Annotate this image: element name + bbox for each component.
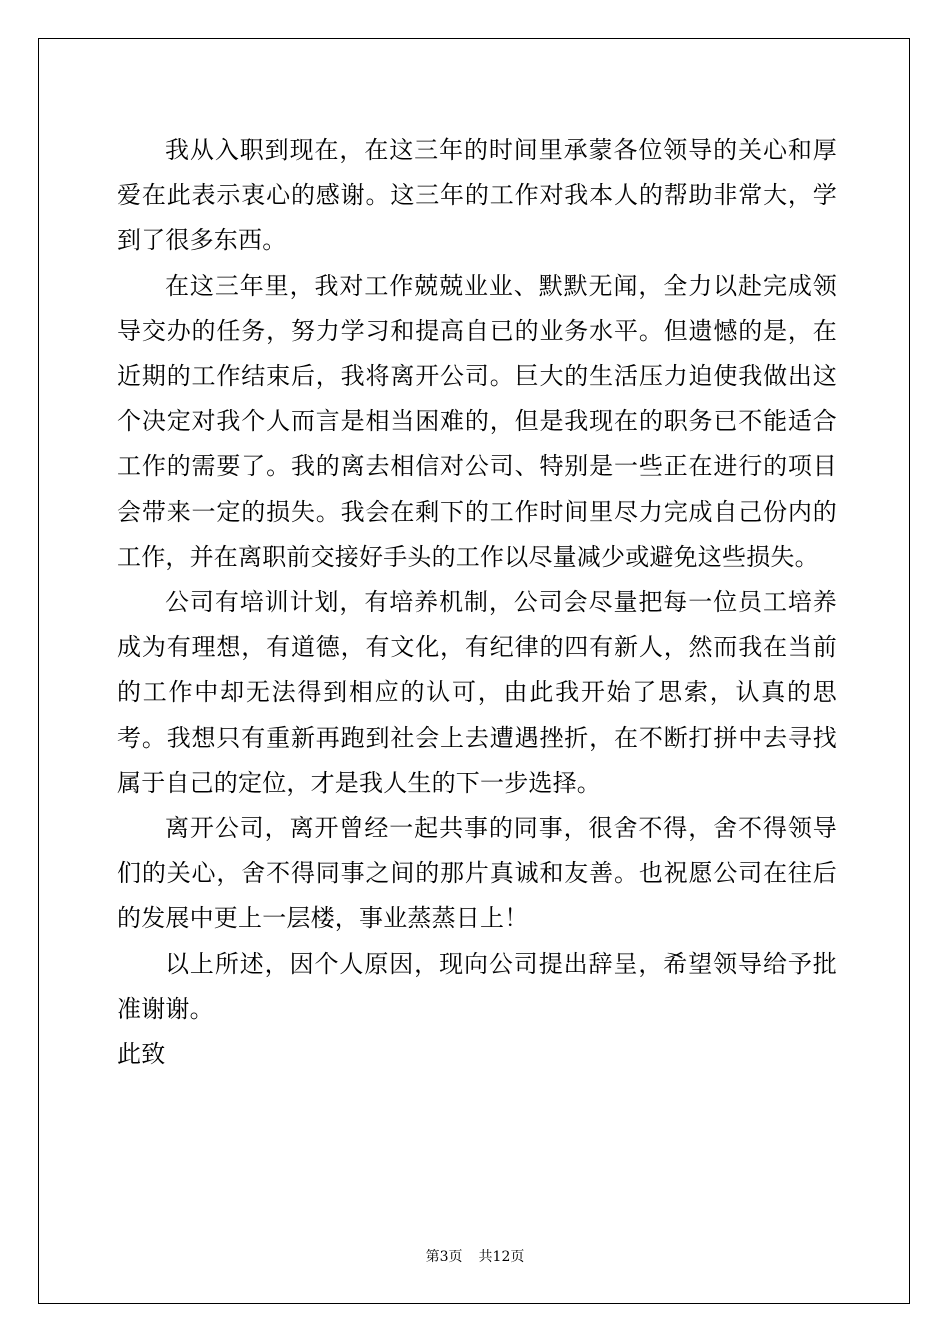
page-footer [0, 1246, 950, 1266]
paragraph-3: 公司有培训计划，有培养机制，公司会尽量把每一位员工培养成为有理想，有道德，有文化，有纪律的四有新人，然而我在当前的工作中却无法得到相应的认可，由此我开始了思索，认真的思考。我想只有重新再跑到社会上去遭遇挫折，在不断打拼中去寻找属于自己的定位，才是我人生的下一步选择。 [117, 588, 837, 797]
page-total: 共12页 [478, 1249, 525, 1265]
paragraph-2: 在这三年里，我对工作兢兢业业、默默无闻，全力以赴完成领导交办的任务，努力学习和提高自已的业务水平。但遗憾的是，在近期的工作结束后，我将离开公司。巨大的生活压力迫使我做出这个决定对我个人而言是相当困难的，但是我现在的职务已不能适合工作的需要了。我的离去相信对公司、特别是一些正在进行的项目会带来一定的损失。我会在剩下的工作时间里尽力完成自己份内的工作，并在离职前交接好手头的工作以尽量减少或避免这些损失。 [117, 271, 837, 571]
paragraph-1: 我从入职到现在，在这三年的时间里承蒙各位领导的关心和厚爱在此表示衷心的感谢。这三年的工作对我本人的帮助非常大，学到了很多东西。 [117, 136, 837, 255]
paragraph-4: 离开公司，离开曾经一起共事的同事，很舍不得，舍不得领导们的关心，舍不得同事之间的那片真诚和友善。也祝愿公司在往后的发展中更上一层楼，事业蒸蒸日上！ [117, 814, 837, 933]
page-number: 第3页 [425, 1249, 463, 1265]
paragraph-5: 以上所述，因个人原因，现向公司提出辞呈，希望领导给予批准谢谢。 [117, 949, 837, 1023]
document-body [117, 128, 837, 1077]
closing-salutation: 此致 [117, 1040, 166, 1069]
